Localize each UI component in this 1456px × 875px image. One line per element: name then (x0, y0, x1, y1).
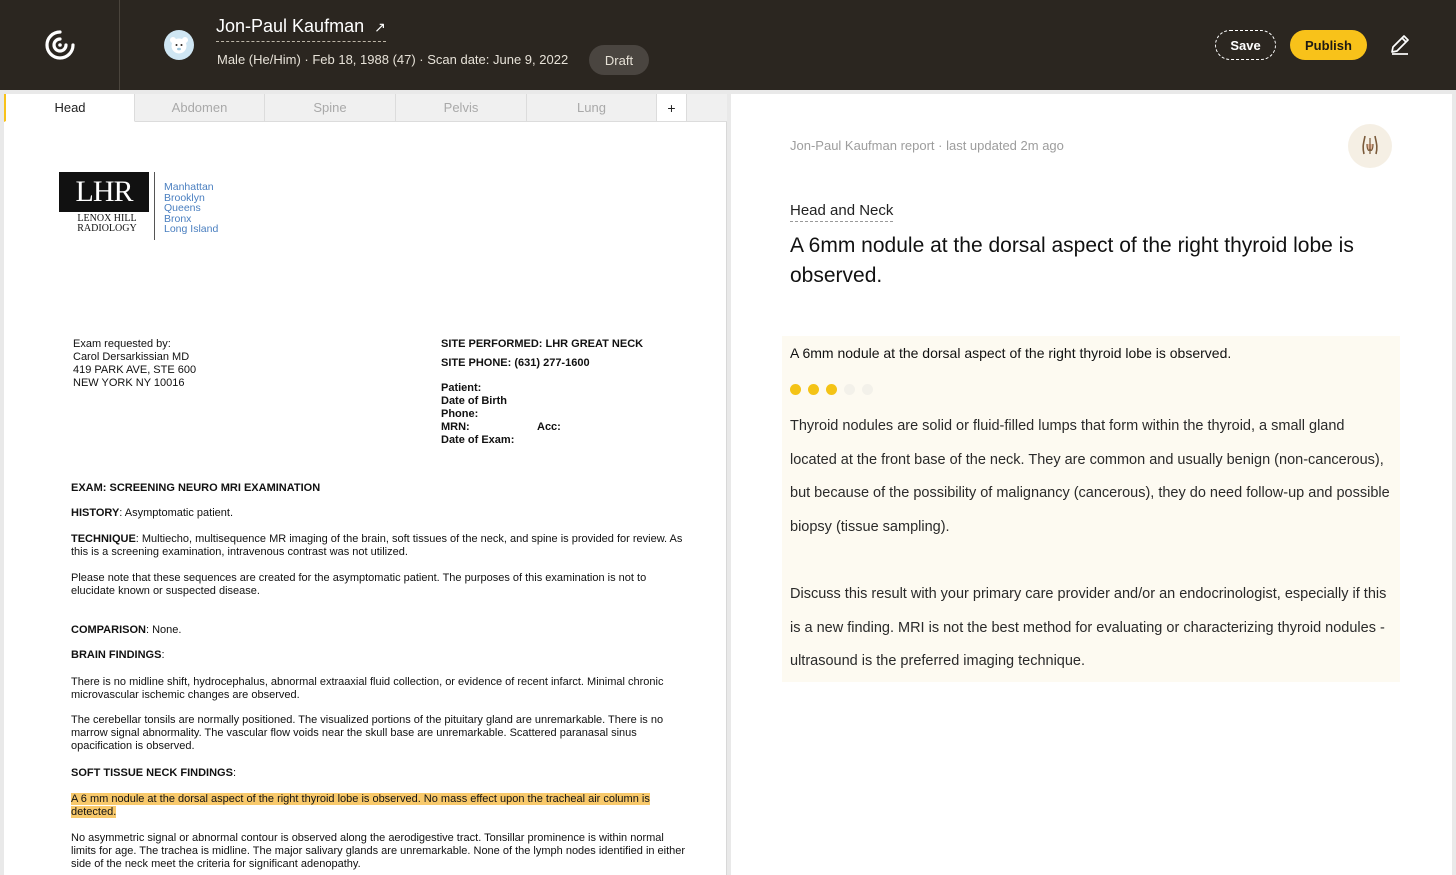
highlighted-finding-line: detected. (71, 806, 117, 818)
tab-bar-filler (687, 94, 727, 122)
patient-field: Date of Birth (441, 395, 507, 407)
comparison-text: : None. (145, 624, 182, 636)
exam-title: EXAM: SCREENING NEURO MRI EXAMINATION (71, 482, 321, 494)
external-link-icon[interactable]: ↗ (374, 19, 386, 35)
status-badge: Draft (589, 45, 649, 75)
patient-field: MRN: (441, 421, 470, 433)
requested-line: Exam requested by: (73, 338, 171, 350)
logo-divider (154, 172, 155, 240)
pencil-icon[interactable] (1388, 32, 1412, 56)
technique-text: : Multiecho, multisequence MR imaging of the brain, soft tissues of the neck, and spine is provided for review. As this is a screening examination, intravenous contrast was not utilized. (71, 533, 683, 558)
section-tag[interactable]: Head and Neck (790, 202, 893, 222)
severity-rating (790, 384, 873, 395)
lhr-locations (164, 182, 218, 235)
app-logo-cell[interactable] (0, 0, 120, 90)
publish-button[interactable]: Publish (1290, 30, 1367, 60)
acc-field: Acc: (537, 421, 561, 433)
patient-fields (441, 382, 514, 447)
patient-meta: Male (He/Him) · Feb 18, 1988 (47) · Scan date: June 9, 2022 (217, 52, 569, 67)
site-phone: SITE PHONE: (631) 277-1600 (441, 357, 590, 369)
severity-dot (862, 384, 873, 395)
brain-paragraph-2: The cerebellar tonsils are normally positioned. The visualized portions of the pituitary gland are unremarkable. There is no marrow signal abnormality. The vascular flow voids near the skull base are unremarkable. Scattered paranasal sinus opacification is observed. (71, 714, 664, 752)
tab-head[interactable]: Head (4, 94, 135, 122)
app-logo-icon[interactable] (44, 29, 76, 61)
patient-field: Phone: (441, 408, 479, 420)
add-tab-button[interactable]: + (657, 94, 687, 122)
tab-pelvis[interactable]: Pelvis (396, 94, 527, 122)
finding-headline: A 6mm nodule at the dorsal aspect of the right thyroid lobe is observed. (790, 234, 1354, 287)
history-section (71, 507, 233, 520)
patient-name-link[interactable] (216, 16, 386, 42)
scanned-report (4, 122, 727, 875)
location-item: Manhattan (164, 181, 214, 193)
top-bar (0, 0, 1456, 90)
colon: : (232, 767, 237, 779)
location-item: Bronx (164, 212, 192, 225)
history-label: HISTORY (71, 507, 120, 519)
explanation-paragraph-1: Thyroid nodules are solid or fluid-filled lumps that form within the thyroid, a small gland located at the front base of the neck. They are common and usually benign (non-cancerous), but because of the possibility of malignancy (cancerous), they do need follow-up and possible biopsy (tissue sampling). (790, 418, 1390, 536)
severity-dot (844, 384, 855, 395)
document-panel (4, 94, 727, 875)
severity-dot (826, 384, 837, 395)
patient-field: Patient: (441, 382, 482, 394)
brain-findings-label: BRAIN FINDINGS (71, 649, 162, 661)
severity-dot (808, 384, 819, 395)
lhr-logo-subtitle-line: RADIOLOGY (77, 223, 137, 234)
bear-avatar-icon (168, 34, 190, 56)
brain-paragraph-1: There is no midline shift, hydrocephalus, abnormal extraaxial fluid collection, or evidence of recent infarct. Minimal chronic microvascular ischemic changes are observed. (71, 676, 664, 701)
region-tabs (4, 94, 727, 122)
location-item: Long Island (164, 223, 219, 235)
colon: : (161, 649, 165, 661)
requested-line: NEW YORK NY 10016 (73, 377, 185, 389)
note-paragraph: Please note that these sequences are created for the asymptomatic patient. The purposes of this examination is not to elucidate known or suspected disease. (71, 572, 647, 597)
finding-card (782, 336, 1400, 682)
report-meta: Jon-Paul Kaufman report · last updated 2m ago (790, 138, 1064, 153)
save-button[interactable]: Save (1215, 30, 1276, 60)
technique-section (71, 533, 691, 559)
soft-tissue-label: SOFT TISSUE NECK FINDINGS (71, 767, 233, 779)
comparison-label: COMPARISON (71, 624, 146, 636)
severity-dot (790, 384, 801, 395)
location-item: Queens (164, 202, 201, 214)
patient-field: Date of Exam: (441, 434, 515, 446)
report-avatar (1348, 124, 1392, 168)
soft-tissue-paragraph-2: No asymmetric signal or abnormal contour is observed along the aerodigestive tract. Tonsillar prominence is within normal limits for age. The trachea is midline. The major salivary glands are unremarkable. None of the lymph nodes identified in either side of the neck meet the criteria for significant adenopathy. (71, 832, 686, 870)
patient-name: Jon-Paul Kaufman (216, 16, 365, 36)
report-panel (731, 94, 1452, 875)
patient-avatar (164, 30, 194, 60)
requested-by-block (73, 338, 196, 390)
tab-abdomen[interactable]: Abdomen (135, 94, 265, 122)
lhr-logo-subtitle-line: LENOX HILL (77, 213, 137, 224)
location-item: Brooklyn (164, 191, 205, 204)
comparison-section (71, 624, 181, 637)
technique-label: TECHNIQUE (71, 533, 136, 545)
soft-tissue-heading (71, 767, 236, 780)
finding-title: A 6mm nodule at the dorsal aspect of the right thyroid lobe is observed. (790, 345, 1232, 361)
lhr-logo-subtitle (64, 214, 150, 234)
explanation-paragraph-2: Discuss this result with your primary care provider and/or an endocrinologist, especially if this is a new finding. MRI is not the best method for evaluating or characterizing thyroid nodules - ultrasound is the preferred imaging technique. (790, 586, 1387, 670)
tab-spine[interactable]: Spine (265, 94, 396, 122)
lhr-logo: LHR (59, 172, 149, 212)
tab-lung[interactable]: Lung (527, 94, 657, 122)
thyroid-illustration-icon (1356, 132, 1384, 160)
requested-line: 419 PARK AVE, STE 600 (73, 364, 197, 376)
highlighted-finding[interactable] (71, 793, 650, 819)
requested-line: Carol Dersarkissian MD (73, 351, 190, 363)
brain-findings-heading (71, 649, 165, 662)
history-text: : Asymptomatic patient. (119, 507, 234, 519)
highlighted-finding-line: A 6 mm nodule at the dorsal aspect of the right thyroid lobe is observed. No mass effect upon the tracheal air column is (71, 793, 650, 805)
site-performed: SITE PERFORMED: LHR GREAT NECK (441, 338, 644, 350)
